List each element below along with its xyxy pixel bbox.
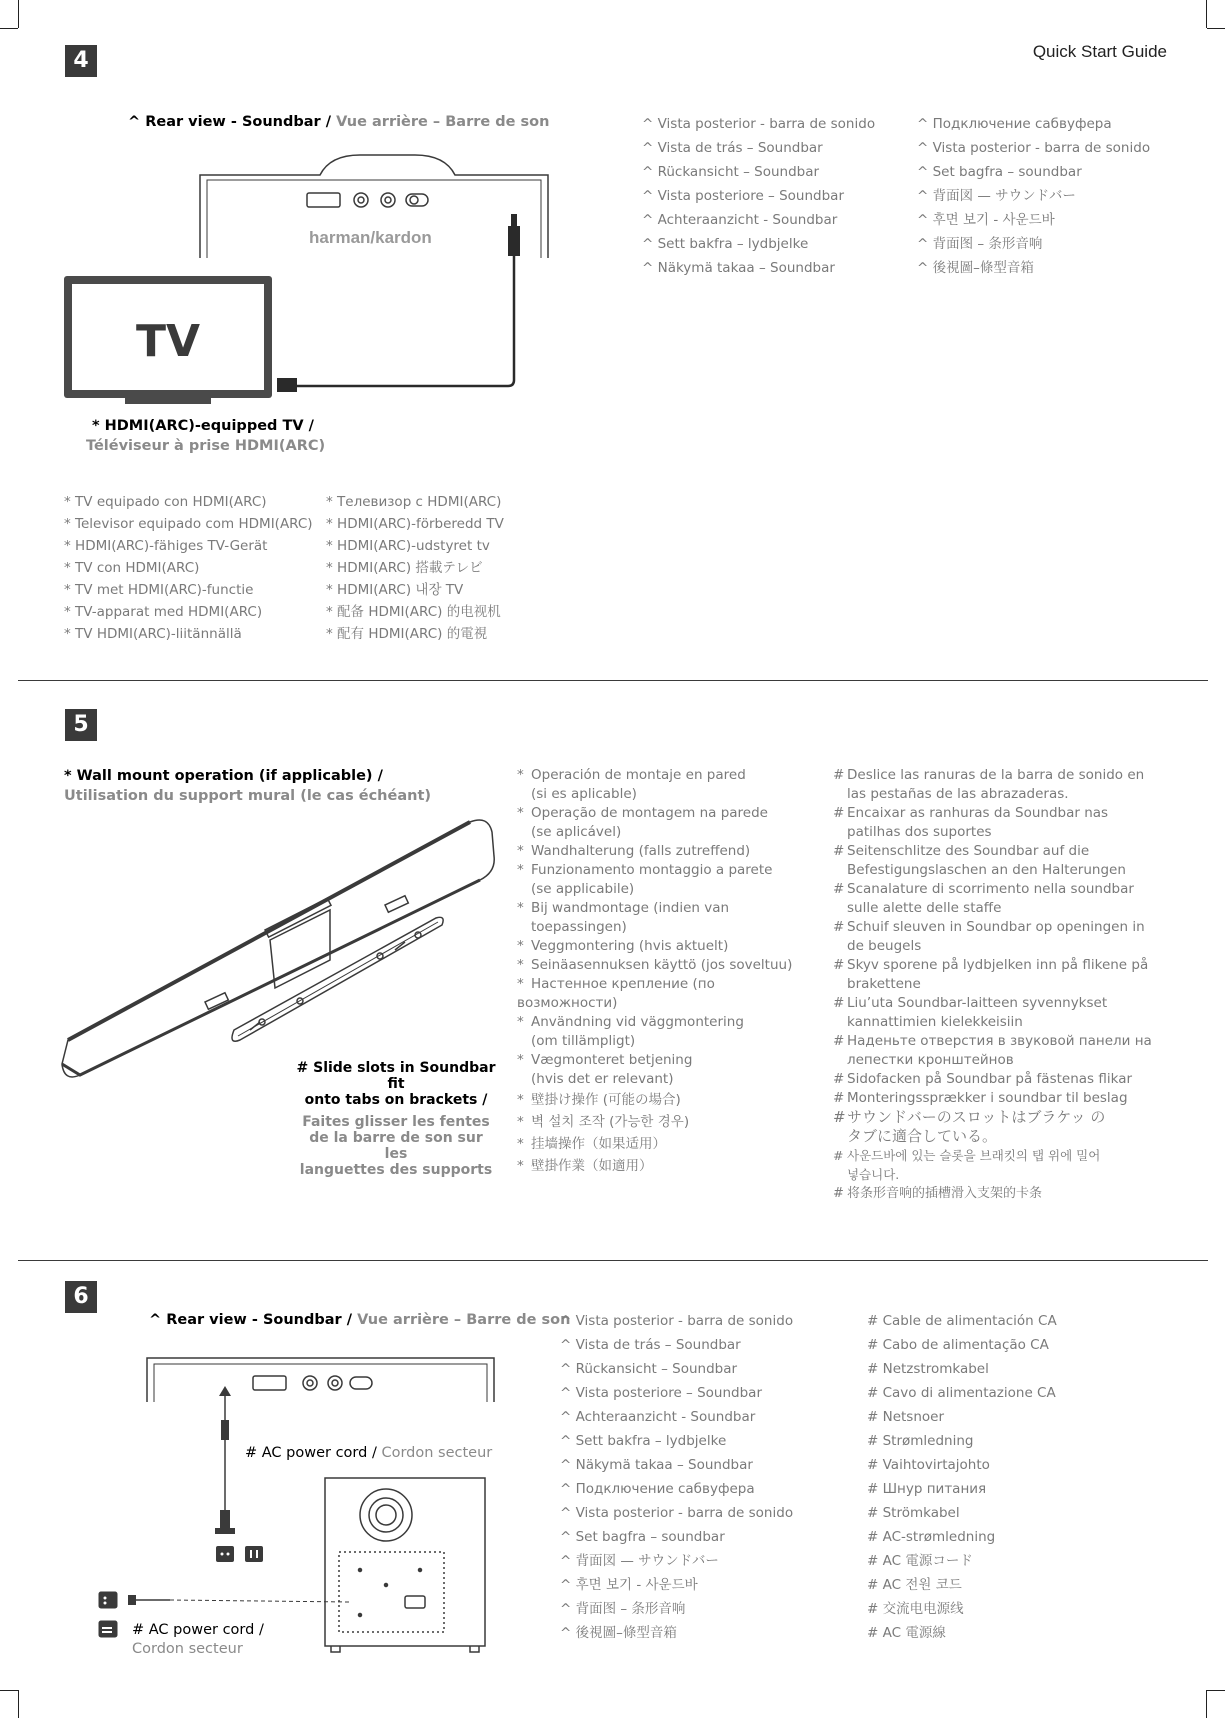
list-item: * Seinäasennuksen käyttö (jos soveltuu) <box>517 957 793 973</box>
list-item: # Netzstromkabel <box>867 1361 989 1377</box>
list-item: ^ Näkymä takaa – Soundbar <box>560 1457 753 1473</box>
label-fr: de la barre de son sur les <box>309 1130 483 1162</box>
brand-logo: harman/kardon <box>309 228 432 247</box>
list-item: ^ Sett bakfra – lydbjelke <box>560 1433 727 1449</box>
label-fr: Faites glisser les fentes <box>302 1114 490 1130</box>
label-fr: Cordon secteur <box>132 1641 243 1657</box>
list-item: # Encaixar as ranhuras da Soundbar nas patilhas dos suportes <box>833 805 1109 840</box>
list-item: # 交流电电源线 <box>867 1601 964 1617</box>
soundbar-rear-illustration <box>147 1358 494 1402</box>
list-item: ^ Vista posteriore – Soundbar <box>560 1385 762 1401</box>
page-title: Quick Start Guide <box>1032 42 1167 61</box>
list-item: # Strømledning <box>867 1433 974 1449</box>
list-item: # 사운드바에 있는 슬롯을 브래킷의 탭 위에 밀어 넣습니다. <box>833 1148 1101 1182</box>
list-item: # AC-strømledning <box>867 1529 996 1545</box>
label-fr: Vue arrière – Barre de son <box>352 1312 571 1328</box>
list-item: * TV HDMI(ARC)-liitännällä <box>64 626 242 642</box>
list-item: ^ 背面图 – 条形音响 <box>560 1601 686 1617</box>
list-item: ^ Vista posterior - barra de sonido <box>560 1505 794 1521</box>
step6-rear-view-translations <box>560 1309 793 1645</box>
soundbar-power-cord <box>215 1386 235 1534</box>
list-item: # Наденьте отверстия в звуковой панели на лепестки кронштейнов <box>833 1033 1152 1068</box>
list-item: # Vaihtovirtajohto <box>867 1457 990 1473</box>
list-item: ^ Näkymä takaa – Soundbar <box>642 260 835 276</box>
label-fr: Téléviseur à prise HDMI(ARC) <box>86 438 326 454</box>
list-item: # Seitenschlitze des Soundbar auf die Befestigungslaschen an den Halterungen <box>833 843 1126 878</box>
list-item: ^ Set bagfra – soundbar <box>917 164 1082 180</box>
list-item: * HDMI(ARC)-udstyret tv <box>326 538 490 554</box>
list-item: * TV-apparat med HDMI(ARC) <box>64 604 263 620</box>
step-4-badge: 4 <box>65 45 97 77</box>
label-en: ^ Rear view - Soundbar / <box>149 1312 353 1328</box>
list-item: * TV con HDMI(ARC) <box>64 560 200 576</box>
label-fr: languettes des supports <box>299 1162 493 1178</box>
list-item: * Bij wandmontage (indien van toepassingen) <box>517 900 730 935</box>
list-item: * Wandhalterung (falls zutreffend) <box>517 843 751 859</box>
list-item: ^ 후면 보기 - 사운드바 <box>560 1577 698 1593</box>
list-item: # Cable de alimentación CA <box>867 1313 1057 1329</box>
list-item: # Strömkabel <box>867 1505 960 1521</box>
list-item: #サウンドバーのスロットはブラケッ の タブに適合している。 <box>833 1108 1106 1145</box>
step6-ac-cord-translations <box>867 1309 1057 1645</box>
label-en: ^ Rear view - Soundbar / <box>128 114 332 130</box>
list-item: ^ 後視圖–條型音箱 <box>917 260 1034 276</box>
list-item: ^ Vista de trás – Soundbar <box>642 140 823 156</box>
list-item: # Cabo de alimentação CA <box>867 1337 1049 1353</box>
list-item: # Netsnoer <box>867 1409 945 1425</box>
list-item: # AC 電源コード <box>867 1553 973 1569</box>
list-item: # Scanalature di scorrimento nella soundbar sulle alette delle staffe <box>833 881 1134 916</box>
step6-ac-cord-label-top <box>245 1445 492 1461</box>
list-item: ^ 後視圖–條型音箱 <box>560 1625 677 1641</box>
list-item: # Monteringssprækker i soundbar til beslag <box>833 1090 1128 1106</box>
list-item: * Funzionamento montaggio a parete (se applicabile) <box>517 862 773 897</box>
list-item: * Användning vid väggmontering (om tillämpligt) <box>517 1014 744 1049</box>
label-en: # AC power cord / <box>245 1445 377 1461</box>
list-item: * Настенное крепление (по возможности) <box>517 976 715 1011</box>
list-item: # Liu’uta Soundbar-laitteen syvennykset kannattimien kielekkeisiin <box>833 995 1108 1030</box>
list-item: ^ Vista posterior - barra de sonido <box>560 1313 794 1329</box>
list-item: # AC 전원 코드 <box>867 1577 962 1593</box>
list-item: * Operação de montagem na parede (se aplicável) <box>517 805 768 840</box>
step-6-badge: 6 <box>65 1281 97 1313</box>
list-item: * 벽 설치 조작 (가능한 경우) <box>517 1114 690 1130</box>
list-item: * 壁掛作業（如適用） <box>517 1158 653 1174</box>
list-item: * HDMI(ARC)-fähiges TV-Gerät <box>64 538 268 554</box>
list-item: * Veggmontering (hvis aktuelt) <box>517 938 729 954</box>
list-item: ^ Подключение сабвуфера <box>560 1481 755 1497</box>
list-item: * 配备 HDMI(ARC) 的电视机 <box>326 604 501 620</box>
list-item: * HDMI(ARC)-förberedd TV <box>326 516 504 532</box>
list-item: ^ Vista posteriore – Soundbar <box>642 188 844 204</box>
list-item: * Operación de montaje en pared (si es aplicable) <box>517 767 746 802</box>
tv-label: TV <box>136 316 201 367</box>
list-item: # Schuif sleuven in Soundbar op openingen in de beugels <box>833 919 1145 954</box>
list-item: * 配有 HDMI(ARC) 的電視 <box>326 626 488 642</box>
list-item: ^ Vista posterior - barra de sonido <box>642 116 876 132</box>
list-item: ^ 背面图 – 条形音响 <box>917 236 1043 252</box>
list-item: # Deslice las ranuras de la barra de sonido en las pestañas de las abrazaderas. <box>833 767 1145 802</box>
label-en: # AC power cord / <box>132 1622 264 1638</box>
list-item: * HDMI(ARC) 내장 TV <box>326 582 464 598</box>
list-item: ^ Rückansicht – Soundbar <box>642 164 820 180</box>
list-item: ^ Achteraanzicht - Soundbar <box>642 212 838 228</box>
label-en: * Wall mount operation (if applicable) / <box>64 768 383 784</box>
list-item: * 挂墙操作（如果适用） <box>517 1136 666 1152</box>
list-item: * Телевизор с HDMI(ARC) <box>326 494 502 510</box>
list-item: * TV equipado con HDMI(ARC) <box>64 494 267 510</box>
list-item: ^ 후면 보기 - 사운드바 <box>917 212 1055 228</box>
list-item: # 将条形音响的插槽滑入支架的卡条 <box>833 1186 1043 1201</box>
list-item: # Cavo di alimentazione CA <box>867 1385 1056 1401</box>
list-item: ^ Sett bakfra – lydbjelke <box>642 236 809 252</box>
list-item: * Vægmonteret betjening (hvis det er relevant) <box>517 1052 693 1087</box>
list-item: ^ Achteraanzicht - Soundbar <box>560 1409 756 1425</box>
label-fr: Cordon secteur <box>376 1445 493 1461</box>
list-item: # Skyv sporene på lydbjelken inn på flikene på brakettene <box>833 957 1149 992</box>
list-item: * TV met HDMI(ARC)-functie <box>64 582 254 598</box>
subwoofer-illustration <box>325 1478 485 1652</box>
label-fr: Vue arrière – Barre de son <box>331 114 550 130</box>
list-item: # Шнур питания <box>867 1481 987 1497</box>
list-item: ^ Подключение сабвуфера <box>917 116 1112 132</box>
list-item: # Sidofacken på Soundbar på fästenas flikar <box>833 1071 1133 1087</box>
list-item: ^ 背面図 — サウンドバー <box>560 1553 719 1569</box>
list-item: * HDMI(ARC) 搭載テレビ <box>326 560 483 576</box>
step-5-badge: 5 <box>65 709 97 741</box>
label-en: onto tabs on brackets / <box>304 1092 488 1108</box>
list-item: ^ Vista posterior - barra de sonido <box>917 140 1151 156</box>
list-item: ^ Vista de trás – Soundbar <box>560 1337 741 1353</box>
list-item: ^ Rückansicht – Soundbar <box>560 1361 738 1377</box>
list-item: # AC 電源線 <box>867 1625 946 1641</box>
list-item: ^ 背面図 — サウンドバー <box>917 188 1076 204</box>
label-en: # Slide slots in Soundbar fit <box>296 1060 496 1092</box>
label-en: * HDMI(ARC)-equipped TV / <box>92 418 314 434</box>
step6-ac-cord-label-bottom <box>132 1621 264 1659</box>
list-item: * Televisor equipado com HDMI(ARC) <box>64 516 313 532</box>
list-item: * 壁掛け操作 (可能の場合) <box>517 1092 681 1108</box>
list-item: ^ Set bagfra – soundbar <box>560 1529 725 1545</box>
label-fr: Utilisation du support mural (le cas échéant) <box>64 788 431 804</box>
